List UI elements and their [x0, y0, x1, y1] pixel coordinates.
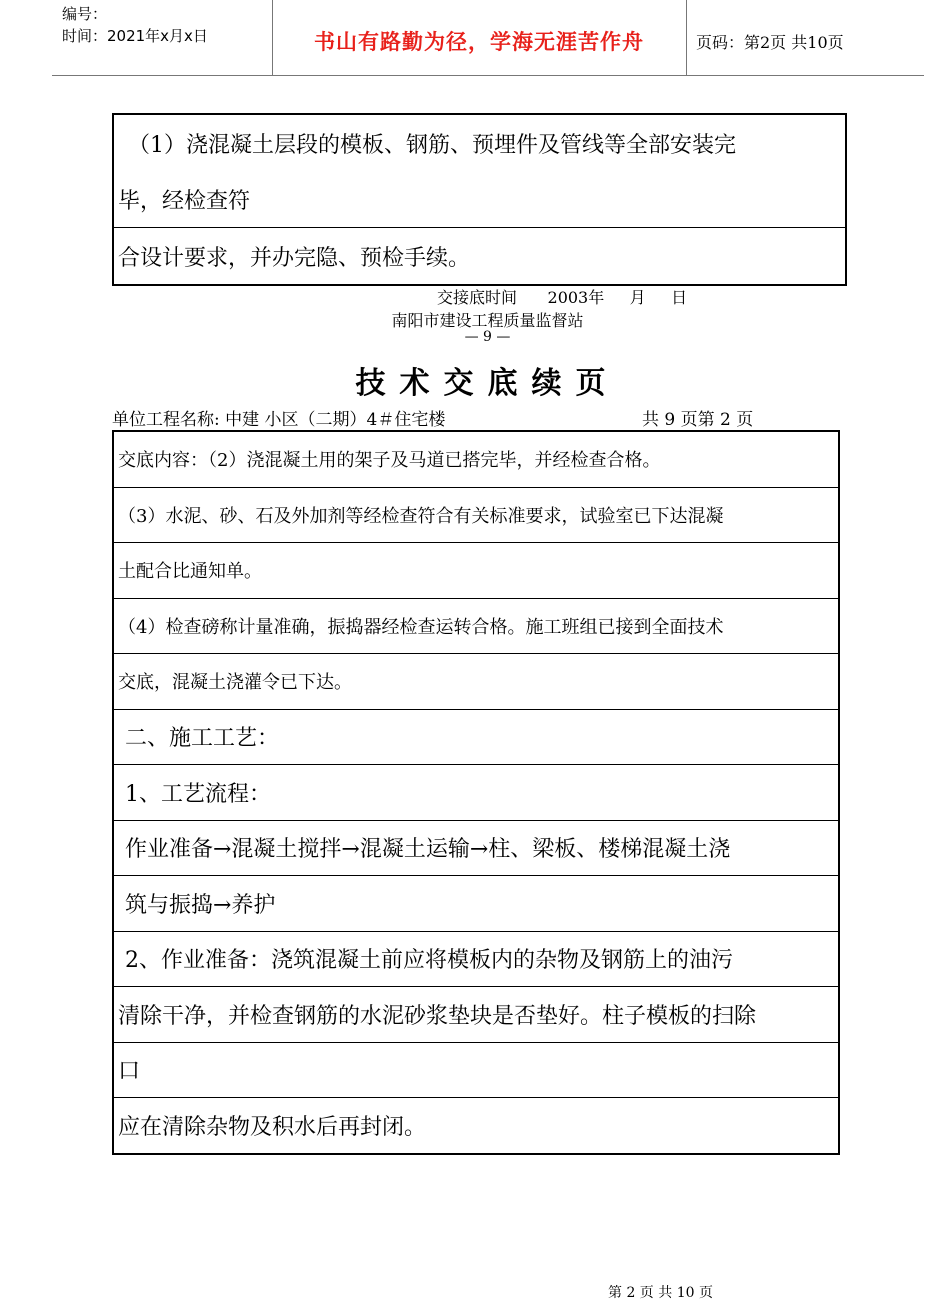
page-count-line: 共 9 页第 2 页	[642, 410, 754, 430]
table-cell: 1、工艺流程：	[113, 765, 839, 821]
table-cell: 交底内容：（2）浇混凝土用的架子及马道已搭完毕，并经检查合格。	[118, 450, 661, 472]
table-row	[113, 598, 839, 654]
page-marker: — 9 —	[464, 329, 511, 345]
table-cell: 口	[113, 1042, 839, 1098]
table-row	[113, 487, 839, 543]
table-row	[113, 431, 839, 487]
page-footer: 第 2 页 共 10 页	[608, 1285, 713, 1301]
table-row	[113, 709, 839, 765]
table-cell: 合设计要求，并办完隐、预检手续。	[113, 228, 846, 286]
supervision-station: 南阳市建设工程质量监督站	[391, 311, 584, 330]
serial-number-label: 编号：	[62, 5, 108, 23]
handover-time: 交接底时间 2003年 月 日	[437, 288, 688, 307]
table-cell: 清除干净，并检查钢筋的水泥砂浆垫块是否垫好。柱子模板的扫除	[113, 987, 839, 1043]
table-cell: 二、施工工艺：	[113, 709, 839, 765]
page-title: 技术交底续页	[355, 366, 620, 401]
table-row	[113, 987, 839, 1043]
project-name-line: 单位工程名称: 中建 小区（二期）4＃住宅楼	[112, 410, 446, 430]
table-row	[113, 931, 839, 987]
table-cell: 土配合比通知单。	[113, 543, 839, 599]
table-row	[113, 1042, 839, 1098]
header-page-number: 页码：第2页 共10页	[696, 33, 844, 52]
table-cell: 交底，混凝土浇灌令已下达。	[113, 654, 839, 710]
table-row	[113, 228, 846, 286]
table-row	[113, 114, 846, 172]
table-row	[113, 1098, 839, 1154]
page-header	[52, 0, 924, 76]
header-meta	[62, 3, 208, 47]
table-row	[113, 820, 839, 876]
table-cell: 应在清除杂物及积水后再封闭。	[113, 1098, 839, 1154]
table-cell: （3）水泥、砂、石及外加剂等经检查符合有关标准要求，试验室已下达混凝	[113, 487, 839, 543]
table-cell: 毕，经检查符	[118, 189, 251, 214]
table-cell: （1）浇混凝土层段的模板、钢筋、预埋件及管线等全部安装完	[128, 133, 736, 158]
table-cell: 作业准备→混凝土搅拌→混凝土运输→柱、梁板、楼梯混凝土浇	[113, 820, 839, 876]
table-row	[113, 876, 839, 932]
header-motto: 书山有路勤为径，学海无涯苦作舟	[314, 29, 644, 54]
table-row	[113, 543, 839, 599]
table-cell: （4）检查磅称计量准确，振捣器经检查运转合格。施工班组已接到全面技术	[113, 598, 839, 654]
table-row	[113, 765, 839, 821]
header-divider	[686, 0, 687, 75]
table-row	[113, 654, 839, 710]
table-row	[113, 172, 846, 228]
date-label: 时间：2021年x月x日	[62, 27, 208, 45]
table-cell: 筑与振捣→养护	[113, 876, 839, 932]
content-table-top	[112, 113, 847, 286]
table-cell: 2、作业准备：浇筑混凝土前应将模板内的杂物及钢筋上的油污	[113, 931, 839, 987]
content-table-main	[112, 430, 840, 1155]
